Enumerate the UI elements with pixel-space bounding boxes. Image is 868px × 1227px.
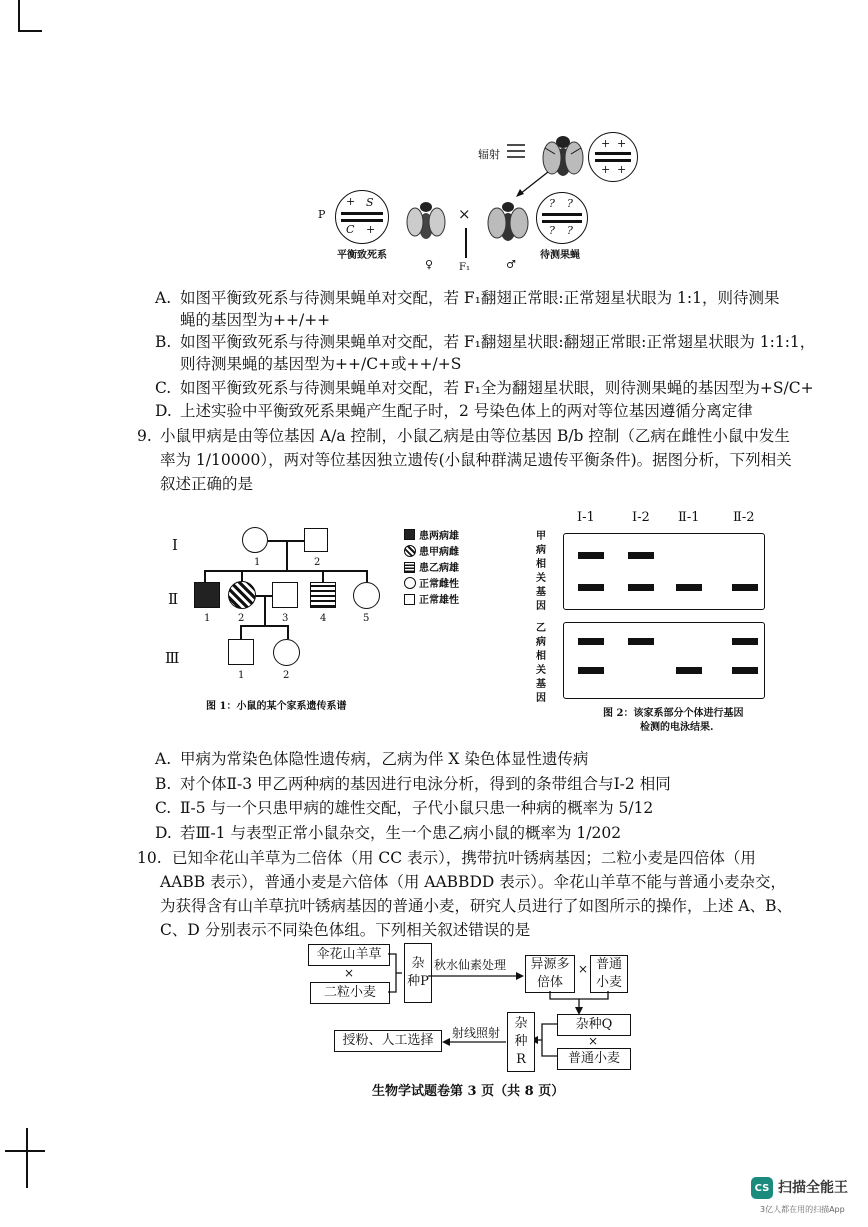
- gel-header: Ⅱ-1: [678, 510, 700, 525]
- option-text: 如图平衡致死系与待测果蝇单对交配，若 F₁翻翅星状眼:翻翅正常眼:正常翅星状眼为 1:1:1，: [180, 333, 816, 351]
- option-text: 如图平衡致死系与待测果蝇单对交配，若 F₁翻翅正常眼:正常翅星状眼为 1:1，则待测果: [180, 289, 780, 307]
- gel-header: Ⅱ-2: [733, 510, 755, 525]
- crop-mark: [18, 0, 20, 30]
- question-text: 为获得含有山羊草抗叶锈病基因的普通小麦，研究人员进行了如图所示的操作，上述 A、B、: [160, 897, 793, 915]
- f1-arrow: [465, 228, 467, 258]
- generation-label: Ⅰ: [172, 536, 178, 554]
- option-text: 则待测果蝇的基因型为++/C+或++/+S: [180, 355, 462, 373]
- option-text: 对个体Ⅱ-3 甲乙两种病的基因进行电泳分析，得到的条带组合与Ⅰ-2 相同: [180, 775, 671, 793]
- option-letter: A.: [155, 750, 172, 768]
- flow-box-aegilops: 伞花山羊草: [308, 944, 390, 966]
- fly-icon: [405, 196, 447, 248]
- crop-mark: [5, 1150, 45, 1152]
- gel-header: Ⅰ-2: [632, 510, 650, 525]
- pedigree-II-3-male: [272, 582, 298, 608]
- crop-mark: [18, 30, 42, 32]
- balanced-lethal-chromosome-circle: + S C +: [335, 190, 389, 244]
- test-fly-label: 待测果蝇: [540, 250, 580, 261]
- pedigree-II-2-disease-jia-female: [228, 581, 256, 609]
- radiation-label: 辐射: [478, 148, 500, 161]
- option-text: Ⅱ-5 与一个只患甲病的雄性交配，子代小鼠只患一种病的概率为 5/12: [180, 799, 654, 817]
- question-text: C、D 分别表示不同染色体组。下列相关叙述错误的是: [160, 921, 531, 939]
- balanced-label: 平衡致死系: [337, 250, 387, 261]
- option-letter: D.: [155, 824, 172, 842]
- question-number: 10.: [137, 849, 162, 867]
- pedigree-II-1-both-diseases-male: [194, 582, 220, 608]
- option-text: 上述实验中平衡致死系果蝇产生配子时，2 号染色体上的两对等位基因遵循分离定律: [180, 402, 753, 420]
- flow-box-hybrid-r: 杂种R: [507, 1012, 535, 1072]
- scanner-logo-icon: CS: [751, 1177, 773, 1199]
- option-text: 蝇的基因型为++/++: [180, 311, 331, 329]
- fly-icon: [486, 196, 530, 250]
- page-footer: 生物学试题卷第 3 页（共 8 页）: [372, 1084, 565, 1099]
- gel-yi-panel: [563, 622, 765, 699]
- gel-jia-label: 甲病相关基因: [536, 531, 546, 612]
- question-text: 已知伞花山羊草为二倍体（用 CC 表示），携带抗叶锈病基因；二粒小麦是四倍体（用: [172, 849, 756, 867]
- question-number: 9.: [137, 427, 152, 445]
- crop-mark: [26, 1128, 28, 1188]
- option-text: 如图平衡致死系与待测果蝇单对交配，若 F₁全为翻翅星状眼，则待测果蝇的基因型为+S/C+: [180, 379, 814, 397]
- figure-2-caption: 图 2：该家系部分个体进行基因: [603, 708, 744, 719]
- question-text: AABB 表示），普通小麦是六倍体（用 AABBDD 表示）。伞花山羊草不能与普通小麦杂交，: [160, 873, 786, 891]
- question-text: 叙述正确的是: [160, 475, 254, 493]
- flow-arrow-label: 射线照射: [452, 1026, 501, 1040]
- option-letter: B.: [155, 333, 172, 351]
- flow-box-emmer-wheat: 二粒小麦: [310, 982, 390, 1004]
- figure-1-caption: 图 1：小鼠的某个家系遗传系谱: [206, 701, 347, 712]
- option-letter: B.: [155, 775, 172, 793]
- pedigree-I-1-female: [242, 527, 268, 553]
- flow-arrow-label: 秋水仙素处理: [434, 958, 507, 972]
- test-fly-chromosome-circle: ? ? ? ?: [536, 192, 588, 244]
- cross-symbol: ×: [458, 205, 471, 223]
- question-text: 小鼠甲病是由等位基因 A/a 控制，小鼠乙病是由等位基因 B/b 控制（乙病在雌性小鼠中发生: [160, 427, 790, 445]
- p-label: P: [318, 208, 326, 221]
- flow-box-hybrid-q: 杂种Q: [557, 1014, 631, 1036]
- pedigree-I-2-male: [304, 528, 328, 552]
- female-symbol: ♀: [425, 258, 434, 271]
- pedigree-II-5-female: [353, 582, 380, 609]
- flow-box-common-wheat: 普通小麦: [590, 955, 628, 993]
- male-symbol: ♂: [506, 258, 516, 271]
- gel-jia-panel: [563, 533, 765, 610]
- generation-label: Ⅲ: [165, 649, 180, 667]
- scanner-slogan: 3亿人都在用的扫描App: [760, 1205, 845, 1214]
- pedigree-III-1-male: [228, 639, 254, 665]
- gel-header: Ⅰ-1: [577, 510, 595, 525]
- question-text: 率为 1/10000），两对等位基因独立遗传(小鼠种群满足遗传平衡条件)。据图分析，下列相关: [160, 451, 792, 469]
- f1-label: F₁: [459, 262, 470, 273]
- option-text: 甲病为常染色体隐性遗传病，乙病为伴 X 染色体显性遗传病: [180, 750, 589, 768]
- flow-box-allopolyploid: 异源多倍体: [525, 955, 575, 993]
- figure-2-caption: 检测的电泳结果.: [640, 722, 714, 733]
- generation-label: Ⅱ: [168, 590, 179, 608]
- flow-box-pollination: 授粉、人工选择: [334, 1030, 442, 1052]
- gel-yi-label: 乙病相关基因: [536, 623, 546, 704]
- flow-box-hybrid-p: 杂种P: [404, 943, 432, 1003]
- scanner-name: 扫描全能王: [778, 1180, 848, 1196]
- option-letter: C.: [155, 799, 172, 817]
- option-letter: C.: [155, 379, 172, 397]
- pedigree-III-2-female: [273, 639, 300, 666]
- irradiated-chromosome-circle: + + + +: [588, 132, 638, 182]
- option-letter: A.: [155, 289, 172, 307]
- option-letter: D.: [155, 402, 172, 420]
- flow-box-common-wheat-2: 普通小麦: [557, 1048, 631, 1070]
- pedigree-II-4-disease-yi-male: [310, 582, 336, 608]
- option-text: 若Ⅲ-1 与表型正常小鼠杂交，生一个患乙病小鼠的概率为 1/202: [180, 824, 622, 842]
- radiation-arrows-icon: [505, 142, 531, 160]
